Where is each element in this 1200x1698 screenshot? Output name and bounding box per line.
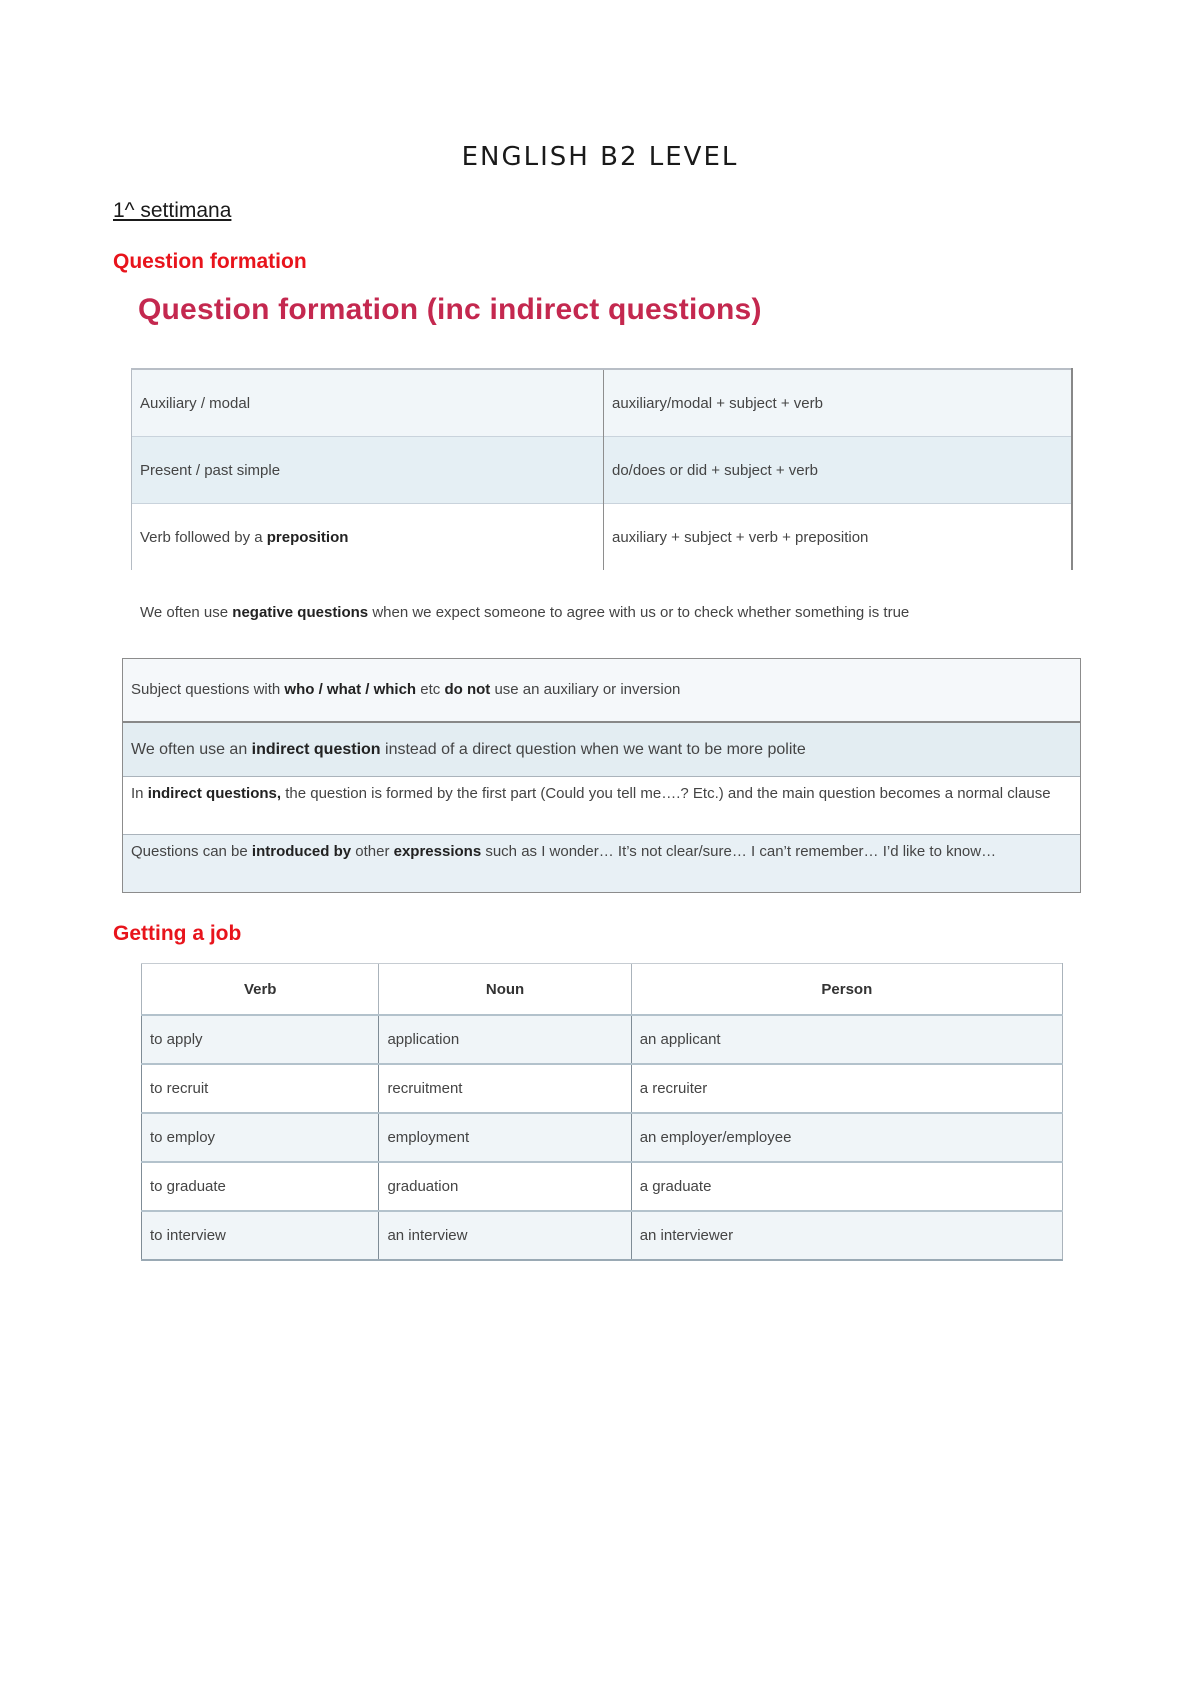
rule-structure: auxiliary + subject + verb + preposition [604,504,1073,571]
job-vocabulary-table [141,963,1063,1261]
table-row [142,1015,1063,1064]
verb-cell: to graduate [142,1162,379,1211]
table-row: We often use an indirect question instead of a direct question when we want to be more polite [123,721,1080,776]
verb-cell: to apply [142,1015,379,1064]
verb-cell: to recruit [142,1064,379,1113]
rule-structure: auxiliary/modal + subject + verb [604,369,1073,437]
column-header: Person [631,964,1062,1016]
noun-cell: application [379,1015,631,1064]
section-question-formation: Question formation [113,250,307,273]
noun-cell: graduation [379,1162,631,1211]
table-row [142,1064,1063,1113]
verb-cell: to interview [142,1211,379,1260]
table-row: Subject questions with who / what / which etc do not use an auxiliary or inversion [123,659,1080,721]
rule-label: Verb followed by a preposition [132,504,604,571]
verb-cell: to employ [142,1113,379,1162]
question-rules-table [131,368,1073,570]
table-header-row [142,964,1063,1016]
noun-cell: employment [379,1113,631,1162]
table-row [142,1113,1063,1162]
table-row [142,1162,1063,1211]
person-cell: an applicant [631,1015,1062,1064]
rule-structure: do/does or did + subject + verb [604,437,1073,504]
table-row [132,504,1073,571]
rule-label: Auxiliary / modal [132,369,604,437]
question-notes-table [122,658,1081,893]
noun-cell: an interview [379,1211,631,1260]
column-header: Noun [379,964,631,1016]
table-row: Questions can be introduced by other expressions such as I wonder… It’s not clear/sure… I can’t remember… I’d like to know… [123,834,1080,892]
rule-label: Present / past simple [132,437,604,504]
question-formation-heading: Question formation (inc indirect questions) [138,293,762,326]
table-row: In indirect questions, the question is formed by the first part (Could you tell me….? Etc.) and the main question becomes a normal clause [123,776,1080,834]
person-cell: an employer/employee [631,1113,1062,1162]
table-row [132,437,1073,504]
page-title: ENGLISH B2 LEVEL [461,142,739,172]
table-row [142,1211,1063,1260]
person-cell: a graduate [631,1162,1062,1211]
table-row [132,369,1073,437]
week-label: 1^ settimana [113,199,232,222]
person-cell: an interviewer [631,1211,1062,1260]
noun-cell: recruitment [379,1064,631,1113]
negative-questions-note: We often use negative questions when we expect someone to agree with us or to check whether something is true [140,604,910,621]
person-cell: a recruiter [631,1064,1062,1113]
section-getting-a-job: Getting a job [113,922,242,945]
column-header: Verb [142,964,379,1016]
